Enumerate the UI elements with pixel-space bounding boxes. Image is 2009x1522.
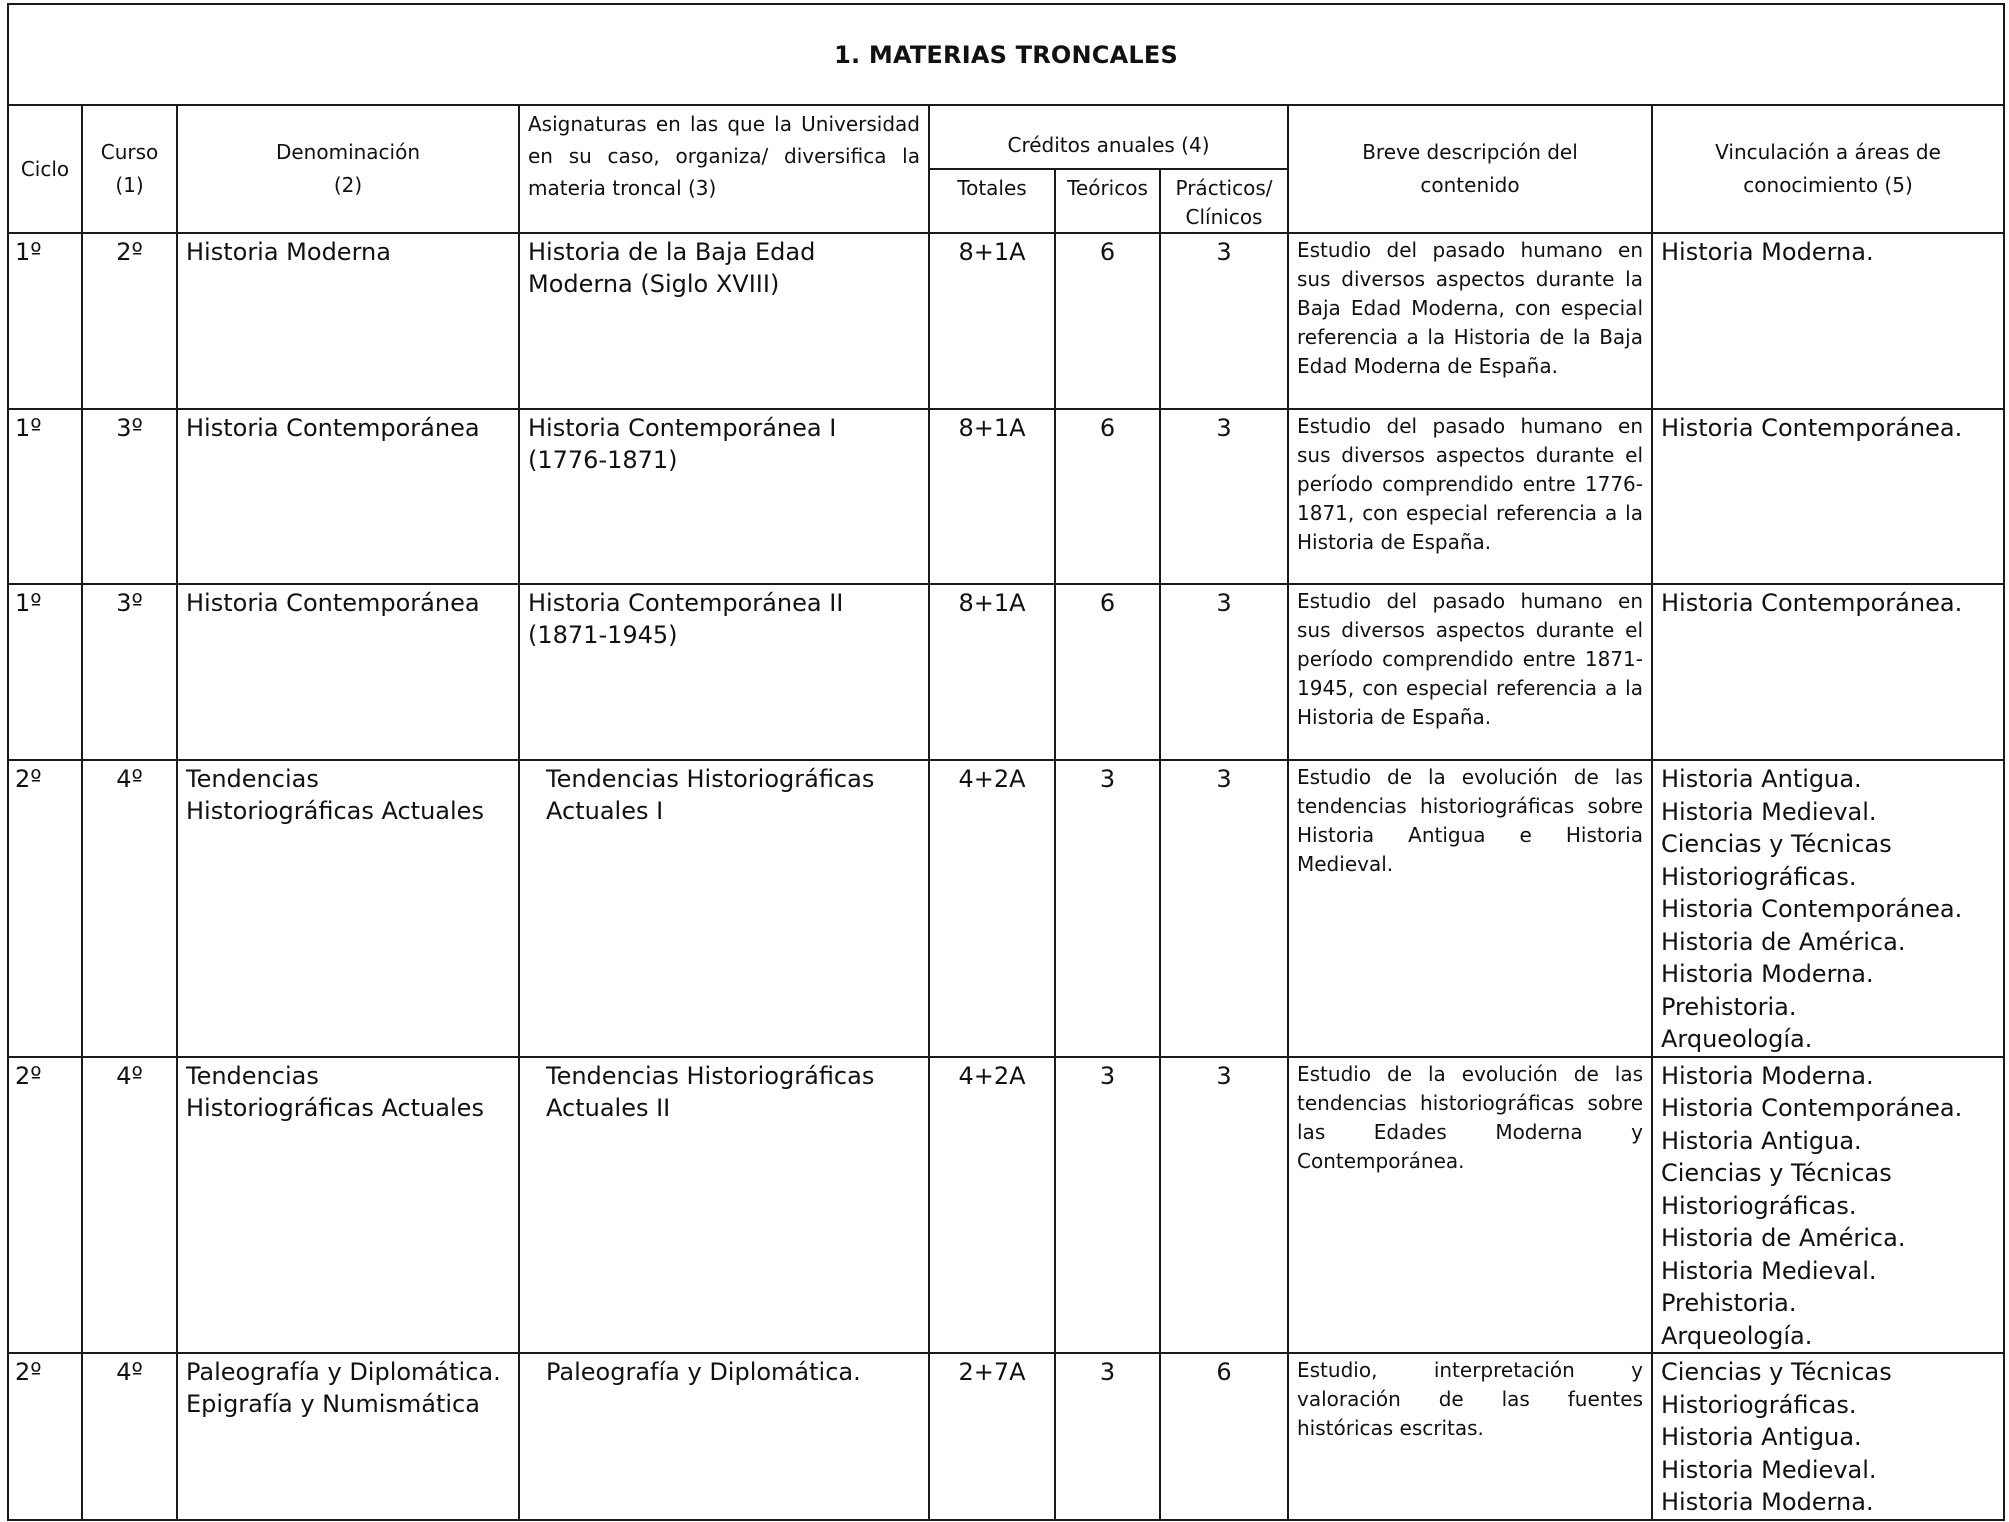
area-item: Arqueología.: [1661, 1025, 1813, 1053]
table-row: [8, 584, 2004, 760]
area-item: Prehistoria.: [1661, 1289, 1797, 1317]
cell-curso: 2º: [82, 233, 177, 409]
cell-vinculacion: [1652, 1353, 2004, 1520]
header-vinculacion: Vinculación a áreas de conocimiento (5): [1652, 105, 2004, 233]
area-item: Prehistoria.: [1661, 992, 1797, 1021]
area-item: Historia Medieval.: [1661, 797, 1877, 826]
cell-curso: 4º: [82, 760, 177, 1057]
cell-totales: 8+1A: [929, 584, 1055, 760]
cell-curso: 3º: [82, 584, 177, 760]
header-denominacion-label: Denominación: [275, 140, 421, 164]
materias-troncales-table: [7, 3, 2005, 1521]
cell-teoricos: 6: [1055, 409, 1160, 584]
cell-practicos: 3: [1160, 1057, 1288, 1354]
table-row: [8, 409, 2004, 584]
cell-denominacion: Historia Moderna: [177, 233, 519, 409]
area-item: Historiográficas.: [1661, 1390, 1857, 1419]
header-row-1: [8, 105, 2004, 169]
cell-practicos: 3: [1160, 409, 1288, 584]
cell-ciclo: 1º: [8, 409, 82, 584]
cell-ciclo: 2º: [8, 1057, 82, 1354]
cell-asignatura: Historia Contemporánea II (1871-1945): [519, 584, 929, 760]
cell-teoricos: 3: [1055, 760, 1160, 1057]
document-page: [7, 3, 2003, 1515]
area-item: Historia Medieval.: [1661, 1256, 1877, 1285]
cell-totales: 8+1A: [929, 409, 1055, 584]
table-title: 1. MATERIAS TRONCALES: [8, 4, 2004, 105]
cell-ciclo: 1º: [8, 233, 82, 409]
cell-asignatura: Tendencias Historiográficas Actuales I: [519, 760, 929, 1057]
cell-teoricos: 6: [1055, 233, 1160, 409]
table-row: [8, 233, 2004, 409]
cell-practicos: 3: [1160, 584, 1288, 760]
cell-practicos: 3: [1160, 760, 1288, 1057]
header-ciclo: Ciclo: [8, 105, 82, 233]
cell-practicos: 6: [1160, 1353, 1288, 1520]
header-denominacion: [177, 105, 519, 233]
header-denominacion-note: (2): [333, 173, 363, 197]
area-item: Historiográficas.: [1661, 862, 1857, 891]
cell-teoricos: 3: [1055, 1057, 1160, 1354]
cell-denominacion: Paleografía y Diplomática. Epigrafía y Numismática: [177, 1353, 519, 1520]
table-row: [8, 760, 2004, 1057]
cell-curso: 3º: [82, 409, 177, 584]
cell-denominacion: Tendencias Historiográficas Actuales: [177, 1057, 519, 1354]
area-item: Ciencias y Técnicas: [1661, 1159, 1892, 1187]
area-item: Historia Moderna.: [1661, 1061, 1874, 1090]
header-curso-label: Curso: [100, 140, 159, 164]
cell-asignatura: Historia de la Baja Edad Moderna (Siglo XVIII): [519, 233, 929, 409]
header-curso: [82, 105, 177, 233]
table-row: [8, 1057, 2004, 1354]
area-item: Ciencias y Técnicas: [1661, 1358, 1892, 1386]
header-descripcion: Breve descripción del contenido: [1288, 105, 1652, 233]
cell-descripcion: Estudio del pasado humano en sus diversos aspectos durante el período comprendido entre 1871-1945, con especial referencia a la Historia de España.: [1288, 584, 1652, 760]
area-item: Historia Antigua.: [1661, 1423, 1862, 1451]
area-item: Historia Contemporánea.: [1661, 414, 1963, 442]
cell-totales: 4+2A: [929, 760, 1055, 1057]
area-item: Historia Antigua.: [1661, 1126, 1862, 1155]
cell-asignatura: Paleografía y Diplomática.: [519, 1353, 929, 1520]
cell-descripcion: Estudio, interpretación y valoración de las fuentes históricas escritas.: [1288, 1353, 1652, 1520]
area-item: Historia Contemporánea.: [1661, 895, 1963, 923]
cell-curso: 4º: [82, 1057, 177, 1354]
cell-ciclo: 1º: [8, 584, 82, 760]
cell-descripcion: Estudio de la evolución de las tendencias historiográficas sobre las Edades Moderna y Contemporánea.: [1288, 1057, 1652, 1354]
cell-denominacion: Historia Contemporánea: [177, 409, 519, 584]
cell-practicos: 3: [1160, 233, 1288, 409]
cell-denominacion: Historia Contemporánea: [177, 584, 519, 760]
header-asignaturas: Asignaturas en las que la Universidad en su caso, organiza/ diversifica la materia troncal (3): [519, 105, 929, 233]
area-item: Historia Moderna.: [1661, 238, 1874, 266]
cell-asignatura: Tendencias Historiográficas Actuales II: [519, 1057, 929, 1354]
cell-vinculacion: [1652, 409, 2004, 584]
cell-ciclo: 2º: [8, 760, 82, 1057]
cell-ciclo: 2º: [8, 1353, 82, 1520]
area-item: Historia Medieval.: [1661, 1455, 1877, 1484]
cell-denominacion: Tendencias Historiográficas Actuales: [177, 760, 519, 1057]
cell-vinculacion: [1652, 233, 2004, 409]
area-item: Arqueología.: [1661, 1321, 1813, 1350]
cell-descripcion: Estudio de la evolución de las tendencias historiográficas sobre Historia Antigua e Historia Medieval.: [1288, 760, 1652, 1057]
area-item: Historia de América.: [1661, 1224, 1906, 1252]
cell-totales: 4+2A: [929, 1057, 1055, 1354]
cell-curso: 4º: [82, 1353, 177, 1520]
cell-teoricos: 3: [1055, 1353, 1160, 1520]
area-item: Historia Contemporánea.: [1661, 589, 1963, 617]
title-row: [8, 4, 2004, 105]
cell-vinculacion: [1652, 584, 2004, 760]
area-item: Historia Moderna.: [1661, 1488, 1874, 1516]
area-item: Historia Contemporánea.: [1661, 1094, 1963, 1122]
header-teoricos: Teóricos: [1055, 169, 1160, 233]
table-row: [8, 1353, 2004, 1520]
cell-vinculacion: [1652, 1057, 2004, 1354]
area-item: Historia Antigua.: [1661, 765, 1862, 793]
area-item: Historia de América.: [1661, 927, 1906, 956]
header-totales: Totales: [929, 169, 1055, 233]
cell-descripcion: Estudio del pasado humano en sus diversos aspectos durante el período comprendido entre 1776-1871, con especial referencia a la Historia de España.: [1288, 409, 1652, 584]
header-curso-note: (1): [115, 173, 144, 197]
cell-descripcion: Estudio del pasado humano en sus diversos aspectos durante la Baja Edad Moderna, con especial referencia a la Historia de la Baja Edad Moderna de España.: [1288, 233, 1652, 409]
area-item: Ciencias y Técnicas: [1661, 830, 1892, 858]
area-item: Historiográficas.: [1661, 1191, 1857, 1220]
table-body: [8, 233, 2004, 1520]
cell-vinculacion: [1652, 760, 2004, 1057]
header-creditos: Créditos anuales (4): [929, 105, 1288, 169]
cell-totales: 8+1A: [929, 233, 1055, 409]
cell-totales: 2+7A: [929, 1353, 1055, 1520]
cell-teoricos: 6: [1055, 584, 1160, 760]
area-item: Historia Moderna.: [1661, 960, 1874, 988]
cell-asignatura: Historia Contemporánea I (1776-1871): [519, 409, 929, 584]
header-practicos: Prácticos/ Clínicos: [1160, 169, 1288, 233]
